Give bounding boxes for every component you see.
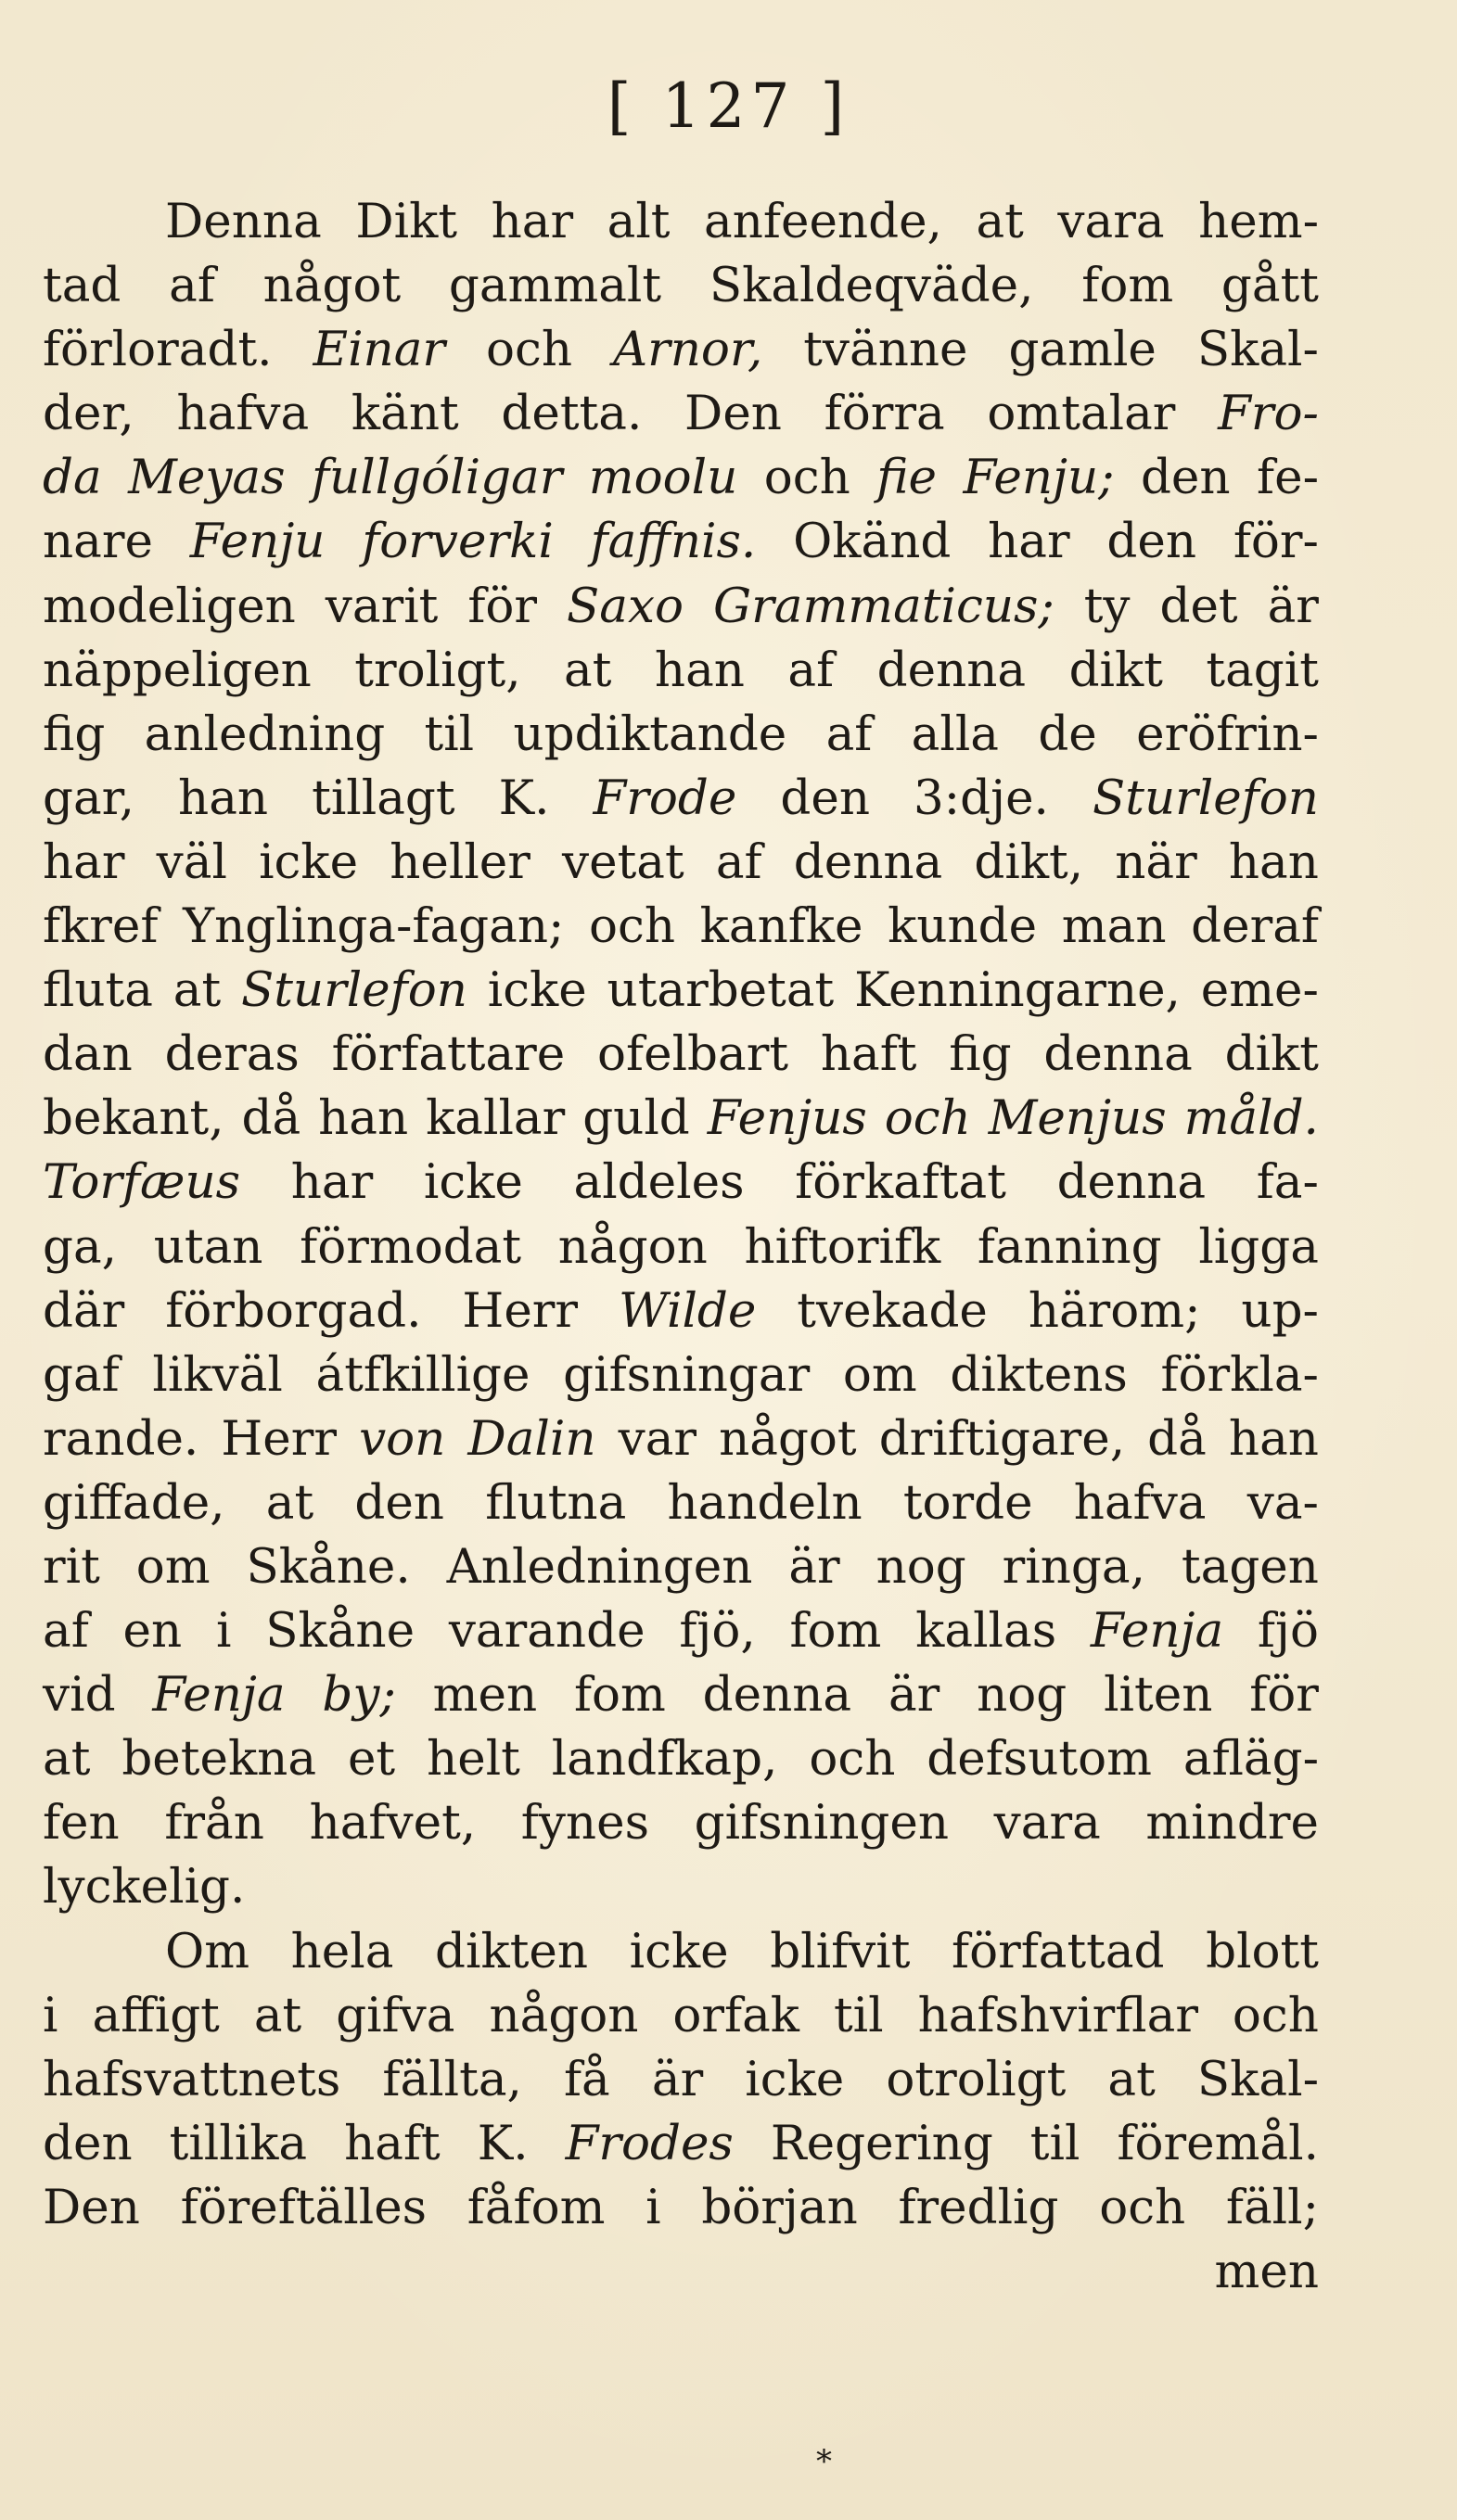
word: och <box>1099 2179 1186 2235</box>
word: Okänd <box>793 514 952 570</box>
word: affigt <box>92 1987 220 2043</box>
word: vetat <box>562 834 684 890</box>
word: nog <box>977 1667 1067 1724</box>
word: gifsningar <box>563 1346 811 1403</box>
word: tad <box>43 258 121 314</box>
word: föreftälles <box>180 2179 428 2235</box>
word: från <box>164 1795 264 1852</box>
word: at <box>253 1987 302 2043</box>
text-line <box>43 1727 1319 1791</box>
word: dikten <box>435 1923 589 1979</box>
word: Ynglinga-fagan; <box>183 898 565 955</box>
italic-word: Meyas <box>128 450 286 506</box>
word: ga, <box>43 1218 118 1275</box>
word: betekna <box>121 1731 317 1788</box>
word: detta. <box>501 386 643 442</box>
word: för <box>1249 1667 1319 1724</box>
text-line <box>43 703 1319 767</box>
word: denna <box>702 1667 852 1724</box>
word: haft <box>344 2115 441 2171</box>
text-line <box>43 2240 1319 2304</box>
word: kallar <box>426 1090 566 1147</box>
word: och <box>589 898 676 955</box>
italic-word: Wilde <box>618 1282 757 1339</box>
word: gar, <box>43 770 135 826</box>
word: at <box>564 642 612 698</box>
word: vid <box>43 1667 116 1724</box>
word: den <box>1140 450 1231 506</box>
word: at <box>265 1474 314 1531</box>
word: författare <box>331 1026 566 1083</box>
word: en <box>122 1603 183 1660</box>
text-line <box>43 1407 1319 1471</box>
word: varit <box>325 578 439 634</box>
word: Den <box>43 2179 140 2235</box>
body-text <box>43 190 1319 2304</box>
word: af <box>43 1603 89 1660</box>
word: flutna <box>485 1474 627 1531</box>
text-line <box>43 575 1319 639</box>
word: fluta <box>43 962 153 1019</box>
word: at <box>1107 2051 1156 2107</box>
word: han <box>318 1090 409 1147</box>
word: driftigare, <box>878 1410 1126 1467</box>
text-line <box>43 639 1319 703</box>
word: gaf <box>43 1346 120 1403</box>
text-line <box>43 1855 1319 1919</box>
word: dikt, <box>974 834 1084 890</box>
word: tagit <box>1206 642 1319 698</box>
word: deras <box>164 1026 300 1083</box>
word: torde <box>902 1474 1033 1531</box>
word: och <box>1232 1987 1319 2043</box>
word: va- <box>1246 1474 1319 1531</box>
word: denna <box>1043 1026 1193 1083</box>
word: näppeligen <box>43 642 312 698</box>
word: nog <box>875 1538 966 1595</box>
italic-word: Fenja <box>152 1667 286 1724</box>
word: han <box>654 642 745 698</box>
italic-word: faffnis. <box>590 514 757 570</box>
word: otroligt <box>886 2051 1067 2107</box>
word: Skåne <box>265 1603 415 1660</box>
text-line <box>43 1151 1319 1215</box>
word: för- <box>1233 514 1319 570</box>
text-line <box>43 1023 1319 1087</box>
word: fåfom <box>466 2179 606 2235</box>
word: icke <box>423 1154 523 1211</box>
word: fe- <box>1257 450 1319 506</box>
text-line <box>43 767 1319 831</box>
word: Om <box>165 1923 250 1979</box>
word: til <box>833 1987 884 2043</box>
word: fig <box>949 1026 1012 1083</box>
italic-word: forverki <box>362 514 554 570</box>
word: hafva <box>1073 1474 1207 1531</box>
word: blott <box>1206 1923 1319 1979</box>
word: hafsvattnets <box>43 2051 341 2107</box>
word: har <box>491 194 574 249</box>
word: denna <box>876 642 1027 698</box>
word: up- <box>1241 1282 1319 1339</box>
word: hem- <box>1198 194 1319 249</box>
word: heller <box>390 834 530 890</box>
italic-word: Torfæus <box>43 1154 241 1211</box>
word: ty <box>1083 578 1131 634</box>
word: hafvet, <box>309 1795 477 1852</box>
word: föremål. <box>1117 2115 1319 2171</box>
word: dikt <box>1224 1026 1319 1083</box>
page-header: [ 127 ] <box>607 70 850 142</box>
word: där <box>43 1282 125 1339</box>
word: aldeles <box>573 1154 745 1211</box>
word: anledning <box>144 706 386 762</box>
word: ofelbart <box>597 1026 789 1083</box>
text-line <box>43 831 1319 895</box>
signature-mark: * <box>816 2443 832 2480</box>
word: K. <box>477 2115 529 2171</box>
word: alt <box>607 194 671 249</box>
word: likväl <box>152 1346 283 1403</box>
word: giffade, <box>43 1474 225 1531</box>
word: de <box>1038 706 1097 762</box>
word: kallas <box>915 1603 1057 1660</box>
text-line <box>43 1471 1319 1535</box>
word: i <box>215 1603 232 1660</box>
word: tvekade <box>797 1282 988 1339</box>
word: om <box>842 1346 917 1403</box>
word: et <box>347 1731 396 1788</box>
word: har <box>290 1154 374 1211</box>
word: Herr <box>462 1282 579 1339</box>
word: liten <box>1104 1667 1213 1724</box>
word: anfeende, <box>704 194 942 249</box>
word: haft <box>820 1026 917 1083</box>
word: gamle <box>1008 322 1157 378</box>
word: gifva <box>336 1987 455 2043</box>
italic-word: Dalin <box>467 1410 596 1467</box>
word: Den <box>684 386 782 442</box>
word: blifvit <box>770 1923 911 1979</box>
word: deraf <box>1191 898 1319 955</box>
word: at <box>976 194 1024 249</box>
word: den <box>43 2115 133 2171</box>
word: förkaftat <box>795 1154 1006 1211</box>
italic-word: Arnor, <box>612 322 763 378</box>
word: ligga <box>1198 1218 1319 1275</box>
text-line <box>43 510 1319 574</box>
word: fa- <box>1256 1154 1319 1211</box>
word: fredlig <box>898 2179 1059 2235</box>
text-line <box>43 382 1319 446</box>
italic-word: och <box>884 1090 971 1147</box>
word: utan <box>153 1218 263 1275</box>
word: rit <box>43 1538 100 1595</box>
word: hela <box>290 1923 394 1979</box>
italic-word: fullgóligar <box>311 450 563 506</box>
italic-word: Fenjus <box>707 1090 867 1147</box>
word: af <box>169 258 215 314</box>
word: denna <box>1056 1154 1207 1211</box>
word: átfkillige <box>315 1346 530 1403</box>
italic-word: Sturlefon <box>1092 770 1319 826</box>
text-line <box>43 1279 1319 1343</box>
word: Herr <box>221 1410 338 1467</box>
word: och <box>809 1731 896 1788</box>
word: af <box>787 642 835 698</box>
text-line <box>43 254 1319 318</box>
word: vara <box>993 1795 1101 1852</box>
italic-word: moolu <box>588 450 738 506</box>
word: den <box>780 770 870 826</box>
word: då <box>1147 1410 1207 1467</box>
word: mindre <box>1145 1795 1319 1852</box>
italic-word: Menjus <box>988 1090 1167 1147</box>
word: fom <box>789 1603 882 1660</box>
word: handeln <box>667 1474 863 1531</box>
italic-word: Fenja <box>1090 1603 1224 1660</box>
word: det <box>1159 578 1238 634</box>
word: någon <box>489 1987 639 2043</box>
word: fig <box>43 706 106 762</box>
word: fjö <box>1257 1603 1319 1660</box>
word: Regering <box>770 2115 993 2171</box>
word: är <box>888 1667 940 1724</box>
text-line <box>43 1087 1319 1151</box>
word: at <box>173 962 222 1019</box>
word: den <box>1106 514 1197 570</box>
italic-word: Frode <box>593 770 737 826</box>
word: diktens <box>950 1346 1128 1403</box>
word: den <box>354 1474 444 1531</box>
word: förborgad. <box>165 1282 422 1339</box>
word: landfkap, <box>551 1731 778 1788</box>
text-line <box>43 446 1319 510</box>
word: lyckelig. <box>43 1859 246 1915</box>
text-line <box>43 1984 1319 2048</box>
word: någon <box>557 1218 708 1275</box>
word: updiktande <box>513 706 787 762</box>
text-line <box>43 895 1319 959</box>
word: förloradt. <box>43 322 273 378</box>
word: tillika <box>169 2115 308 2171</box>
word: til <box>424 706 475 762</box>
word: men <box>432 1667 538 1724</box>
word: icke <box>487 962 587 1019</box>
word: nare <box>43 514 153 570</box>
word: om <box>135 1538 211 1595</box>
word: hafva <box>176 386 310 442</box>
word: och <box>485 322 572 378</box>
word: Anledningen <box>446 1538 753 1595</box>
text-line <box>43 1791 1319 1855</box>
word: få <box>564 2051 610 2107</box>
word: fom <box>573 1667 666 1724</box>
word: när <box>1115 834 1197 890</box>
word: ringa, <box>1002 1538 1145 1595</box>
word: har <box>988 514 1070 570</box>
text-line <box>43 2112 1319 2176</box>
word: i <box>645 2179 661 2235</box>
italic-word: Saxo <box>566 578 684 634</box>
text-line <box>43 1920 1319 1984</box>
italic-word: von <box>359 1410 446 1467</box>
word: Skal- <box>1196 2051 1319 2107</box>
word: då <box>241 1090 301 1147</box>
word: i <box>43 1987 58 2043</box>
word: fällta, <box>382 2051 522 2107</box>
word: hafshvirflar <box>917 1987 1198 2043</box>
word: väl <box>156 834 227 890</box>
word: dan <box>43 1026 133 1083</box>
word: början <box>701 2179 858 2235</box>
word: til <box>1029 2115 1080 2171</box>
text-line <box>43 190 1319 254</box>
word: denna <box>793 834 943 890</box>
text-line <box>43 318 1319 382</box>
word: han <box>178 770 269 826</box>
word: af <box>825 706 873 762</box>
word: han <box>1228 834 1319 890</box>
word: eme- <box>1200 962 1319 1019</box>
word: defsutom <box>927 1731 1152 1788</box>
word: fanning <box>977 1218 1162 1275</box>
word: icke <box>745 2051 845 2107</box>
text-line <box>43 1535 1319 1599</box>
word: tagen <box>1181 1538 1319 1595</box>
word: något <box>719 1410 857 1467</box>
italic-word: Sturlefon <box>240 962 467 1019</box>
word: Skåne. <box>246 1538 411 1595</box>
word: tillagt <box>312 770 455 826</box>
word: är <box>1267 578 1319 634</box>
word: man <box>1061 898 1167 955</box>
word: men <box>1214 2244 1319 2299</box>
word: gammalt <box>448 258 662 314</box>
word: icke <box>629 1923 729 1979</box>
word: för <box>467 578 538 634</box>
word: Skaldeqväde, <box>709 258 1034 314</box>
italic-word: Frodes <box>565 2115 734 2171</box>
word: dikt <box>1068 642 1163 698</box>
word: är <box>788 1538 840 1595</box>
word: afläg- <box>1182 1731 1319 1788</box>
word: Skal- <box>1196 322 1319 378</box>
word: troligt, <box>354 642 521 698</box>
word: gifsningen <box>694 1795 950 1852</box>
word: Dikt <box>355 194 458 249</box>
italic-word: Fenju; <box>963 450 1115 506</box>
italic-word: Fenju <box>189 514 326 570</box>
word: modeligen <box>43 578 296 634</box>
word: orfak <box>672 1987 800 2043</box>
word: kunde <box>888 898 1038 955</box>
word: känt <box>351 386 459 442</box>
word: Kenningarne, <box>854 962 1181 1019</box>
text-line <box>43 2176 1319 2240</box>
word: härom; <box>1028 1282 1201 1339</box>
text-line <box>43 1663 1319 1727</box>
word: eröfrin- <box>1136 706 1319 762</box>
word: tvänne <box>803 322 968 378</box>
italic-word: Einar <box>313 322 446 378</box>
word: 3:dje. <box>914 770 1049 826</box>
text-line <box>43 1599 1319 1663</box>
word: gått <box>1221 258 1319 314</box>
word: af <box>715 834 762 890</box>
word: fen <box>43 1795 120 1852</box>
italic-word: måld. <box>1183 1090 1319 1147</box>
word: omtalar <box>987 386 1176 442</box>
word: fynes <box>520 1795 650 1852</box>
word: guld <box>582 1090 690 1147</box>
word: fjö, <box>679 1603 756 1660</box>
word: icke <box>259 834 359 890</box>
word: varande <box>448 1603 645 1660</box>
word: har <box>43 834 125 890</box>
word: förra <box>824 386 945 442</box>
word: utarbetat <box>607 962 835 1019</box>
word: fom <box>1081 258 1174 314</box>
word: kanfke <box>699 898 863 955</box>
word: något <box>262 258 402 314</box>
word: han <box>1228 1410 1319 1467</box>
word: at <box>43 1731 91 1788</box>
word: bekant, <box>43 1090 224 1147</box>
word: helt <box>427 1731 520 1788</box>
text-line <box>43 1215 1319 1279</box>
text-line <box>43 959 1319 1023</box>
italic-word: Grammaticus; <box>712 578 1054 634</box>
word: rande. <box>43 1410 199 1467</box>
italic-word: fie <box>876 450 938 506</box>
word: hiftorifk <box>744 1218 941 1275</box>
word: förmodat <box>300 1218 522 1275</box>
word: är <box>651 2051 704 2107</box>
word: der, <box>43 386 134 442</box>
italic-word: Fro- <box>1218 386 1319 442</box>
italic-word: by; <box>322 1667 396 1724</box>
word: var <box>618 1410 697 1467</box>
word: författad <box>952 1923 1165 1979</box>
word: och <box>763 450 850 506</box>
word: fkref <box>43 898 159 955</box>
word: vara <box>1057 194 1165 249</box>
text-line <box>43 2048 1319 2112</box>
word: förkla- <box>1160 1346 1319 1403</box>
word: alla <box>911 706 1000 762</box>
word: fäll; <box>1225 2179 1319 2235</box>
word: Denna <box>165 194 322 249</box>
italic-word: da <box>43 450 102 506</box>
word: K. <box>498 770 550 826</box>
text-line <box>43 1343 1319 1407</box>
